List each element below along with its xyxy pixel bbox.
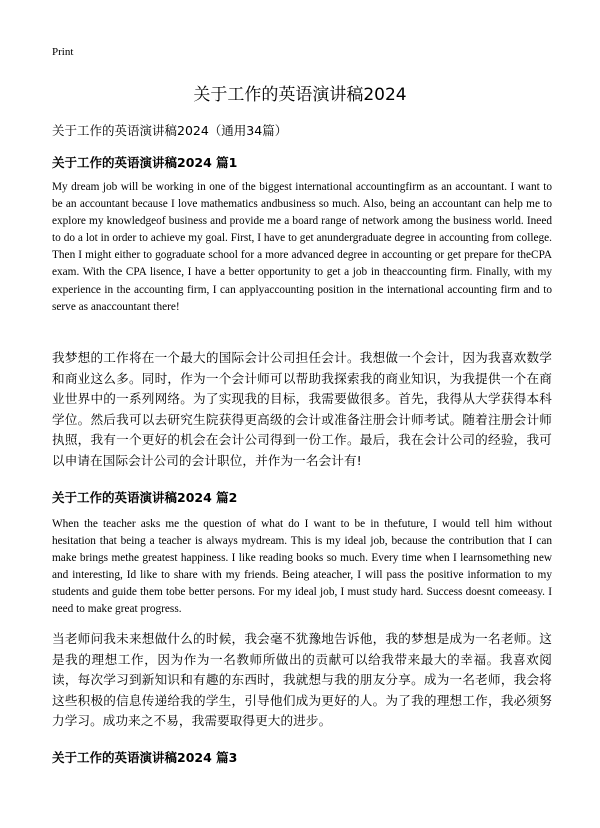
print-label[interactable]: Print [52, 46, 74, 58]
section-2-english-paragraph: When the teacher asks me the question of what do I want to be in thefuture, I would tell him without hesitation that being a teacher is always mydream. This is my ideal job, because the contribution that I can make brings methe greatest happiness. I like reading books so much. Every time when I learnsomething new and interesting, Id like to share with my friends. Being ateacher, I will pass the positive information to my students and guide them tobe better persons. For my ideal job, I must study hard. Success doesnt comeeasy. I need to make great progress. [52, 518, 552, 616]
page-title: 关于工作的英语演讲稿2024 [193, 85, 407, 105]
document-subtitle: 关于工作的英语演讲稿2024（通用34篇） [52, 123, 288, 138]
section-heading-2: 关于工作的英语演讲稿2024 篇2 [52, 490, 238, 505]
section-1-chinese-paragraph: 我梦想的工作将在一个最大的国际会计公司担任会计。我想做一个会计，因为我喜欢数学和商业这么多。同时，作为一个会计师可以帮助我探索我的商业知识，为我提供一个在商业世界中的一系列网络。为了实现我的目标，我需要做很多。首先，我得从大学获得本科学位。然后我可以去研究生院获得更高级的会计或准备注册会计师考试。随着注册会计师执照，我有一个更好的机会在会计公司得到一份工作。最后，我在会计公司的经验，我可以申请在国际会计公司的会计职位，并作为一名会计有! [52, 350, 552, 468]
section-2-chinese-paragraph: 当老师问我未来想做什么的时候，我会毫不犹豫地告诉他，我的梦想是成为一名老师。这是我的理想工作，因为作为一名教师所做出的贡献可以给我带来最大的幸福。我喜欢阅读，每次学习到新知识和有趣的东西时，我就想与我的朋友分享。成为一名老师，我会将这些积极的信息传递给我的学生，引导他们成为更好的人。为了我的理想工作，我必须努力学习。成功来之不易，我需要取得更大的进步。 [52, 631, 552, 728]
section-heading-1: 关于工作的英语演讲稿2024 篇1 [52, 155, 238, 170]
section-1-english-paragraph: My dream job will be working in one of the biggest international accountingfirm as an accountant. I want to be an accountant because I love mathematics andbusiness so much. Also, being an accountant can help me to explore my knowledgeof business and provide me a board range of network among the business world. Ineed to do a lot in order to achieve my goal. First, I have to get anundergraduate degree in accounting from college. Then I might either to gograduate school for a more advanced degree in accounting or get prepare for theCPA exam. With the CPA lisence, I have a better opportunity to get a job in theaccounting firm. Finally, with my experience in the accounting firm, I can applyaccounting position in the international accounting firm and to serve as anaccountant there! [52, 181, 552, 313]
section-heading-3: 关于工作的英语演讲稿2024 篇3 [52, 750, 238, 765]
